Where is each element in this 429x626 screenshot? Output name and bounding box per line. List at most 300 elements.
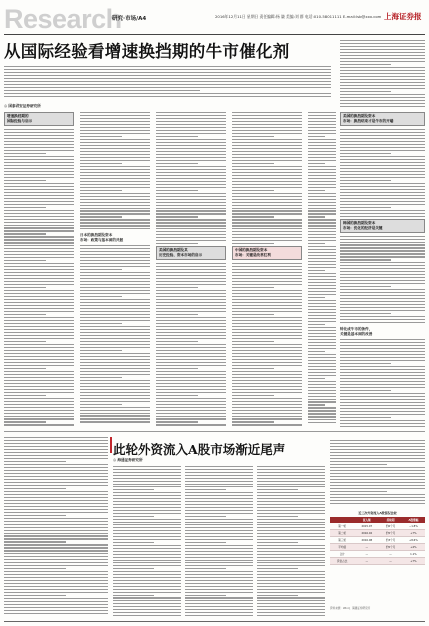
text-line (156, 124, 226, 125)
text-line (232, 181, 302, 182)
text-line (80, 121, 150, 122)
text-line (80, 115, 150, 116)
text-line (113, 466, 181, 467)
text-line (185, 568, 226, 569)
text-line (340, 420, 425, 421)
text-line (232, 368, 274, 369)
text-line (330, 494, 425, 495)
text-line (156, 320, 226, 321)
text-line (4, 416, 74, 417)
text-line (308, 222, 336, 223)
text-line (308, 196, 336, 197)
text-line (80, 213, 150, 214)
text-line (232, 160, 302, 161)
text-line (4, 421, 46, 422)
text-line (80, 202, 150, 203)
text-line (80, 181, 150, 182)
text-line (232, 404, 302, 405)
text-line (340, 271, 425, 272)
text-line (80, 398, 150, 399)
text-line (257, 530, 325, 531)
text-line (340, 274, 425, 275)
text-line (257, 475, 325, 476)
text-line (113, 513, 181, 514)
text-line (156, 290, 226, 291)
text-line (257, 527, 325, 528)
text-line (80, 341, 150, 342)
text-line (185, 592, 253, 593)
text-line (185, 498, 253, 499)
text-line (4, 488, 66, 489)
text-line (4, 598, 108, 599)
text-line (80, 392, 150, 393)
text-line (80, 175, 150, 176)
text-line (80, 356, 150, 357)
text-line (80, 404, 122, 405)
text-line (113, 562, 181, 563)
text-line (330, 479, 425, 480)
text-line (308, 369, 336, 370)
text-line (340, 283, 425, 284)
text-line (257, 580, 325, 581)
text-line (308, 234, 336, 235)
text-line (156, 199, 226, 200)
text-line (330, 497, 425, 498)
text-line (80, 151, 150, 152)
text-line (4, 311, 74, 312)
text-line (308, 258, 336, 259)
text-line (156, 133, 226, 134)
text-line (308, 306, 336, 307)
text-line (185, 519, 253, 520)
text-line (340, 76, 425, 77)
text-line (185, 501, 253, 502)
text-line (308, 199, 336, 200)
text-line (4, 389, 74, 390)
text-line (4, 571, 108, 572)
text-line (185, 495, 253, 496)
text-line (185, 557, 253, 558)
text-line (340, 64, 391, 65)
text-line (308, 121, 336, 122)
text-line (113, 498, 181, 499)
box-head-3: 中国的换挡期及资本 市场：关键是改革红利 (232, 246, 302, 260)
text-line (340, 250, 425, 251)
text-line (308, 261, 336, 262)
text-line (156, 407, 226, 408)
text-line (330, 488, 425, 489)
text-line (4, 165, 74, 166)
text-line (113, 469, 181, 470)
text-line (4, 395, 46, 396)
text-line (4, 219, 74, 220)
sub-head-1: 日本的换挡期及资本 市场：政策与基本面的共振 (80, 233, 124, 243)
text-line (257, 595, 298, 596)
text-line (185, 510, 253, 511)
text-line (4, 530, 108, 531)
text-line (232, 275, 302, 276)
table-cell: +4% (402, 544, 425, 551)
text-line (340, 174, 425, 175)
text-line (4, 392, 74, 393)
text-line (232, 347, 302, 348)
text-line (4, 479, 108, 480)
text-line (257, 565, 325, 566)
text-line (80, 380, 150, 381)
text-line (257, 568, 298, 569)
text-line (113, 612, 181, 613)
section-label: 研究·市场/A4 (112, 16, 147, 22)
text-line (340, 70, 425, 71)
text-line (4, 437, 108, 438)
text-line (340, 207, 391, 208)
text-line (80, 386, 150, 387)
text-line (257, 484, 325, 485)
text-line (156, 175, 226, 176)
text-line (4, 323, 74, 324)
text-line (156, 326, 226, 327)
text-line (308, 381, 336, 382)
text-line (232, 142, 302, 143)
text-line (232, 240, 302, 241)
text-line (4, 455, 108, 456)
text-line (4, 195, 74, 196)
text-line (156, 178, 226, 179)
text-line (4, 320, 74, 321)
text-line (80, 368, 150, 369)
text-line (156, 424, 226, 425)
text-line (232, 317, 302, 318)
text-line (232, 380, 302, 381)
text-line (232, 266, 302, 267)
text-line (4, 344, 74, 345)
text-line (232, 353, 302, 354)
text-line (156, 323, 226, 324)
data-table (330, 517, 425, 565)
text-line (308, 422, 336, 423)
text-line (340, 168, 425, 169)
text-line (308, 145, 336, 146)
text-line (4, 440, 108, 441)
text-line (257, 486, 325, 487)
text-line (257, 577, 325, 578)
text-line (4, 604, 108, 605)
text-line (308, 205, 336, 206)
text-line (4, 159, 74, 160)
text-line (156, 314, 198, 315)
text-line (185, 545, 253, 546)
text-line (340, 345, 425, 346)
text-line (340, 144, 425, 145)
text-line (308, 133, 336, 134)
text-line (80, 374, 150, 375)
text-line (156, 311, 226, 312)
table-row (330, 530, 425, 537)
text-line (340, 132, 425, 133)
text-line (308, 419, 336, 420)
text-line (340, 204, 425, 205)
table-title: 近三次外资流入A股情况比较 (358, 511, 397, 515)
article2-column-4 (330, 440, 425, 506)
text-line (4, 189, 74, 190)
text-line (80, 362, 150, 363)
text-line (330, 443, 425, 444)
column-4-text-b (232, 263, 302, 427)
table-cell: −1.8% (402, 523, 425, 530)
text-line (185, 583, 253, 584)
text-line (4, 407, 74, 408)
text-line (308, 348, 336, 349)
text-line (340, 153, 391, 154)
top-rule (4, 34, 425, 35)
text-line (257, 539, 325, 540)
text-line (156, 410, 226, 411)
text-line (185, 589, 253, 590)
text-line (308, 157, 336, 158)
text-line (80, 347, 150, 348)
text-line (4, 574, 108, 575)
text-line (4, 380, 74, 381)
text-line (156, 281, 226, 282)
text-line (80, 302, 150, 303)
text-line (308, 357, 336, 358)
text-line (257, 589, 325, 590)
text-line (232, 178, 302, 179)
text-line (330, 449, 425, 450)
text-line (80, 344, 150, 345)
text-line (4, 452, 108, 453)
text-line (4, 236, 74, 237)
text-line (80, 251, 150, 252)
text-line (185, 492, 253, 493)
text-line (156, 154, 226, 155)
text-line (80, 407, 150, 408)
text-line (308, 190, 325, 191)
text-line (257, 600, 325, 601)
text-line (340, 348, 425, 349)
text-line (257, 545, 325, 546)
text-line (308, 193, 336, 194)
text-line (340, 55, 425, 56)
text-line (80, 332, 150, 333)
text-line (4, 90, 200, 91)
article2-column-3 (257, 466, 325, 618)
text-line (4, 141, 74, 142)
text-line (113, 495, 181, 496)
text-line (257, 554, 325, 555)
text-line (340, 82, 425, 83)
table-header-cell: A股涨幅 (402, 517, 425, 523)
text-line (257, 519, 325, 520)
table-cell: 2016.08 (354, 537, 379, 544)
column-2 (80, 112, 150, 427)
text-line (80, 287, 150, 288)
text-line (4, 524, 108, 525)
text-line (232, 127, 302, 128)
text-line (257, 542, 298, 543)
sub-head-2: 转化成牛市的条件， 关键是基本面的改善 (340, 327, 373, 337)
text-line (4, 81, 331, 82)
text-line (232, 418, 302, 419)
table-body (330, 523, 425, 565)
text-line (4, 506, 108, 507)
text-line (308, 160, 336, 161)
text-line (257, 522, 325, 523)
text-line (80, 245, 150, 246)
text-line (4, 69, 331, 70)
text-line (232, 213, 302, 214)
text-line (232, 332, 302, 333)
text-line (232, 416, 302, 417)
text-line (4, 538, 108, 539)
text-line (113, 571, 181, 572)
text-line (156, 136, 198, 137)
text-line (113, 615, 181, 616)
lead-paragraph (4, 66, 331, 100)
table-row (330, 558, 425, 565)
text-line (4, 287, 46, 288)
text-line (185, 580, 253, 581)
text-line (232, 278, 302, 279)
table-cell: 约5个月 (379, 530, 401, 537)
text-line (185, 574, 253, 575)
text-line (330, 467, 425, 468)
text-line (113, 586, 181, 587)
text-line (4, 266, 74, 267)
text-line (4, 533, 108, 534)
text-line (4, 227, 74, 228)
text-line (340, 91, 391, 92)
masthead-research: Research (4, 4, 122, 34)
text-line (185, 554, 253, 555)
text-line (4, 500, 108, 501)
text-line (308, 282, 336, 283)
table-cell: — (354, 544, 379, 551)
text-line (113, 592, 181, 593)
text-line (257, 603, 325, 604)
text-line (80, 314, 150, 315)
text-line (4, 132, 74, 133)
text-line (232, 407, 302, 408)
text-line (308, 393, 336, 394)
text-line (340, 372, 425, 373)
text-line (113, 574, 181, 575)
column-5-narrow (308, 112, 336, 427)
text-line (232, 374, 302, 375)
text-line (232, 421, 274, 422)
text-line (4, 518, 108, 519)
text-line (4, 485, 108, 486)
text-line (113, 507, 181, 508)
text-line (232, 148, 302, 149)
text-line (340, 138, 425, 139)
text-line (232, 112, 302, 113)
bottom-rule (4, 621, 425, 622)
text-line (156, 169, 226, 170)
text-line (185, 478, 253, 479)
text-line (308, 249, 336, 250)
text-line (4, 610, 108, 611)
text-line (340, 79, 425, 80)
text-line (340, 216, 425, 217)
text-line (340, 408, 425, 409)
text-line (156, 275, 226, 276)
text-line (156, 157, 226, 158)
text-line (185, 560, 253, 561)
text-line (113, 600, 181, 601)
text-line (185, 600, 253, 601)
text-line (4, 544, 108, 545)
headline-article1: 从国际经验看增速换挡期的牛市催化剂 (4, 42, 290, 61)
text-line (232, 243, 274, 244)
text-line (185, 484, 253, 485)
text-line (80, 219, 150, 220)
text-line (113, 524, 181, 525)
column-6 (340, 112, 425, 427)
text-line (257, 472, 325, 473)
text-line (4, 75, 331, 76)
text-line (113, 489, 154, 490)
text-line (80, 127, 150, 128)
text-line (340, 192, 425, 193)
text-line (308, 324, 325, 325)
text-line (80, 166, 150, 167)
text-line (185, 527, 253, 528)
text-line (308, 300, 336, 301)
text-line (232, 350, 302, 351)
text-line (340, 265, 425, 266)
text-line (330, 458, 425, 459)
text-line (340, 292, 425, 293)
text-line (232, 136, 274, 137)
text-line (4, 332, 74, 333)
text-line (232, 237, 302, 238)
text-line (80, 359, 150, 360)
column-4 (232, 112, 302, 427)
text-line (4, 284, 74, 285)
text-line (156, 305, 226, 306)
text-line (4, 296, 74, 297)
text-line (308, 243, 325, 244)
text-line (4, 192, 74, 193)
text-line (156, 181, 226, 182)
text-line (232, 169, 302, 170)
text-line (4, 281, 74, 282)
text-line (308, 327, 336, 328)
text-line (80, 148, 150, 149)
text-line (185, 530, 253, 531)
text-line (340, 61, 425, 62)
text-line (4, 461, 66, 462)
text-line (156, 112, 226, 113)
text-line (340, 414, 425, 415)
text-line (80, 410, 150, 411)
text-line (113, 501, 181, 502)
text-line (232, 121, 302, 122)
text-line (156, 263, 226, 264)
text-line (80, 142, 150, 143)
text-line (4, 418, 74, 419)
text-line (4, 580, 108, 581)
text-line (4, 278, 74, 279)
text-line (232, 190, 274, 191)
text-line (185, 513, 253, 514)
table-cell: 约5个月 (379, 544, 401, 551)
text-line (80, 112, 150, 113)
text-line (4, 87, 331, 88)
text-line (232, 356, 302, 357)
text-line (4, 550, 108, 551)
